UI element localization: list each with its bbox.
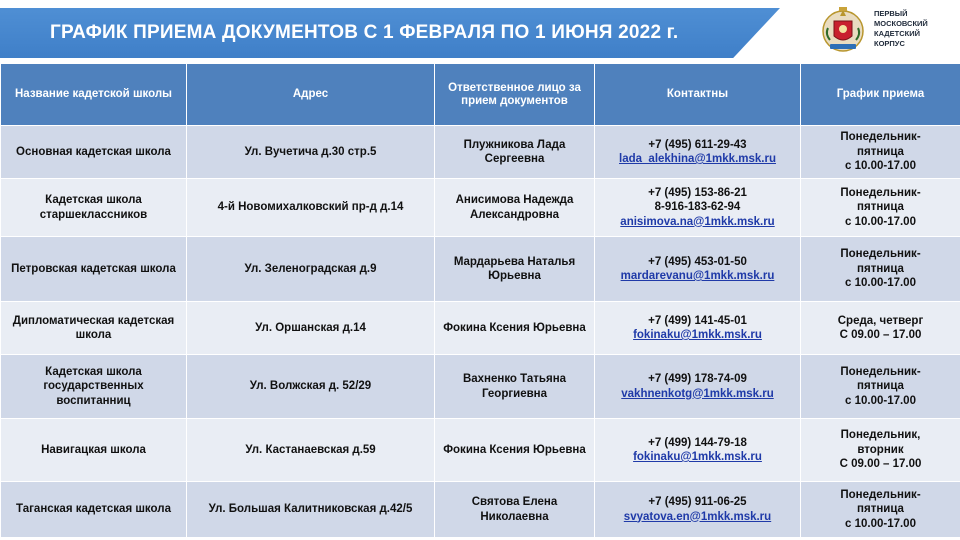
schedule-line: Среда, четверг [837,314,924,327]
address-cell: Ул. Вучетича д.30 стр.5 [187,126,435,179]
column-header-school: Название кадетской школы [1,64,187,126]
address-cell: Ул. Зеленоградская д.9 [187,237,435,302]
email-link[interactable]: vakhnenkotg@1mkk.msk.ru [621,387,774,400]
organization-name [874,9,960,49]
schedule-line: пятница [857,503,904,516]
schedule-line: Понедельник- [840,365,921,378]
schedule-line: с 10.00-17.00 [845,160,916,173]
schedule-line: Понедельник, [840,429,921,442]
column-header-schedule: График приема [801,64,960,126]
schedule-line: пятница [857,262,904,275]
schedule-cell [801,237,960,302]
address-cell: Ул. Волжская д. 52/29 [187,355,435,419]
schedule-line: пятница [857,145,904,158]
table-row [1,126,960,179]
phone-number: +7 (495) 153-86-21 [648,186,747,199]
schedule-line: Понедельник- [840,248,921,261]
contacts-cell [595,302,801,355]
table-row [1,302,960,355]
contacts-cell [595,482,801,538]
responsible-person-cell: Мардарьева Наталья Юрьевна [435,237,595,302]
school-name-cell: Навигацкая школа [1,419,187,482]
schedule-table [0,63,960,538]
contacts-cell [595,126,801,179]
org-line: КОРПУС [874,39,905,48]
table-row [1,482,960,538]
schedule-cell [801,302,960,355]
column-header-address: Адрес [187,64,435,126]
contacts-cell [595,355,801,419]
schedule-line: С 09.00 – 17.00 [839,458,922,471]
table-row [1,237,960,302]
responsible-person-cell: Фокина Ксения Юрьевна [435,302,595,355]
phone-number: +7 (495) 453-01-50 [648,255,747,268]
coat-of-arms-icon [818,4,868,54]
responsible-person-cell: Фокина Ксения Юрьевна [435,419,595,482]
responsible-person-cell: Плужникова Лада Сергеевна [435,126,595,179]
address-cell: Ул. Оршанская д.14 [187,302,435,355]
org-line: МОСКОВСКИЙ [874,19,928,28]
schedule-line: С 09.00 – 17.00 [839,329,922,341]
school-name-cell: Таганская кадетская школа [1,482,187,538]
email-link[interactable]: fokinaku@1mkk.msk.ru [633,451,762,463]
email-link[interactable]: lada_alekhina@1mkk.msk.ru [619,153,776,165]
school-name-cell: Дипломатическая кадетская школа [1,302,187,355]
phone-number-mobile: 8-916-183-62-94 [654,201,741,214]
email-link[interactable]: svyatova.en@1mkk.msk.ru [623,510,772,523]
responsible-person-cell: Анисимова Надежда Александровна [435,179,595,237]
schedule-line: с 10.00-17.00 [845,215,916,228]
table-row [1,419,960,482]
contacts-cell [595,237,801,302]
org-line: ПЕРВЫЙ [874,9,908,18]
schedule-line: с 10.00-17.00 [845,517,916,530]
schedule-cell [801,419,960,482]
contacts-cell [595,419,801,482]
table-row [1,179,960,237]
schedule-line: с 10.00-17.00 [845,394,916,407]
schedule-line: вторник [857,443,904,456]
schedule-cell [801,179,960,237]
phone-number: +7 (499) 141-45-01 [648,314,747,327]
address-cell: 4-й Новомихалковский пр-д д.14 [187,179,435,237]
schedule-line: Понедельник- [840,488,921,501]
schedule-line: пятница [857,380,904,393]
table-header-row [1,64,960,126]
contacts-cell [595,179,801,237]
schedule-cell [801,482,960,538]
school-name-cell: Кадетская школа государственных воспитанниц [1,355,187,419]
org-line: КАДЕТСКИЙ [874,29,920,38]
phone-number: +7 (499) 178-74-09 [648,373,747,385]
phone-number: +7 (495) 611-29-43 [648,138,747,151]
schedule-cell [801,355,960,419]
phone-number: +7 (495) 911-06-25 [648,496,747,508]
responsible-person-cell: Святова Елена Николаевна [435,482,595,538]
phone-number: +7 (499) 144-79-18 [648,436,747,449]
email-link[interactable]: anisimova.na@1mkk.msk.ru [620,215,775,228]
table-row [1,355,960,419]
column-header-person: Ответственное лицо за прием документов [435,64,595,126]
email-link[interactable]: fokinaku@1mkk.msk.ru [633,329,762,341]
school-name-cell: Петровская кадетская школа [1,237,187,302]
school-name-cell: Кадетская школа старшеклассников [1,179,187,237]
responsible-person-cell: Вахненко Татьяна Георгиевна [435,355,595,419]
schedule-cell [801,126,960,179]
page-title: ГРАФИК ПРИЕМА ДОКУМЕНТОВ С 1 ФЕВРАЛЯ ПО 1 ИЮНЯ 2022 г. [50,22,679,43]
email-link[interactable]: mardarevanu@1mkk.msk.ru [620,270,775,282]
schedule-line: Понедельник- [840,186,921,199]
schedule-line: с 10.00-17.00 [845,277,916,290]
address-cell: Ул. Кастанаевская д.59 [187,419,435,482]
address-cell: Ул. Большая Калитниковская д.42/5 [187,482,435,538]
school-name-cell: Основная кадетская школа [1,126,187,179]
column-header-contacts: Контактны [595,64,801,126]
header-banner [0,0,960,62]
schedule-line: пятница [857,201,904,214]
schedule-line: Понедельник- [840,131,921,144]
